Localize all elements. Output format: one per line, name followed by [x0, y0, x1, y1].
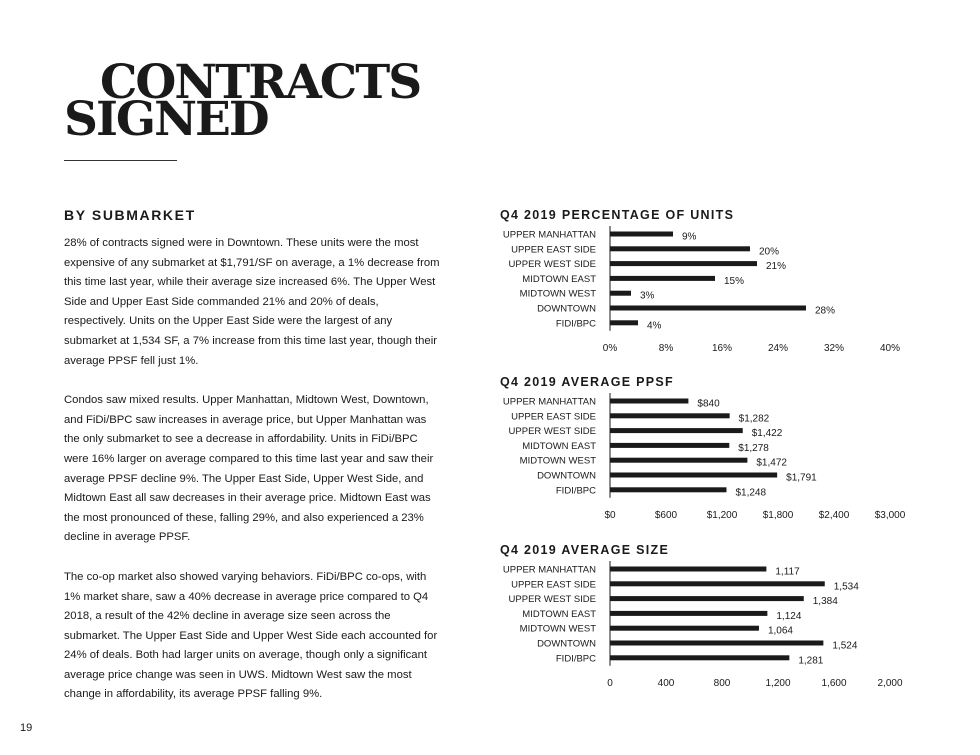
bar — [610, 399, 688, 404]
category-label: UPPER EAST SIDE — [511, 579, 596, 591]
category-label: DOWNTOWN — [537, 638, 596, 650]
x-tick-label: 32% — [823, 343, 845, 354]
category-label: UPPER MANHATTAN — [502, 396, 596, 408]
bar — [610, 473, 777, 478]
data-label: 1,384 — [812, 596, 838, 608]
x-tick-label: $1,800 — [762, 510, 794, 521]
data-label: 1,281 — [798, 655, 824, 667]
category-label: FIDI/BPC — [555, 485, 596, 497]
x-tick-label: 0% — [602, 343, 618, 354]
section-heading: BY SUBMARKET — [64, 207, 196, 223]
chart-svg-percentage-of-units — [480, 200, 920, 360]
x-tick-label: 0 — [607, 678, 613, 689]
bar — [610, 641, 823, 646]
data-label: 20% — [759, 246, 780, 258]
paragraph-condos: Condos saw mixed results. Upper Manhattan, Midtown West, Downtown, and FiDi/BPC saw increases in average price, but Upper Manhattan was the only submarket to see a decrease in affordability. Units in FiDi/BPC were 16% larger on average compared to this time last year and saw their average PPSF decline 9%. The Upper East Side, Upper West Side, and Midtown East all saw decreases in their average price. Midtown East was the most pronounced of these, falling 29%, and also experienced a 23% decline in average PPSF. — [64, 394, 434, 544]
x-tick-label: 800 — [713, 678, 731, 689]
chart-title-average-ppsf: Q4 2019 AVERAGE PPSF — [500, 375, 674, 389]
bar — [610, 261, 757, 266]
data-label: $1,472 — [756, 457, 787, 469]
x-tick-label: $600 — [654, 510, 678, 521]
category-label: UPPER EAST SIDE — [511, 411, 596, 423]
chart-svg-average-size — [480, 535, 920, 695]
chart-title-percentage-of-units: Q4 2019 PERCENTAGE OF UNITS — [500, 208, 735, 222]
chart-percentage-of-units — [480, 200, 920, 360]
data-label: 1,117 — [775, 566, 800, 578]
data-label: 9% — [682, 231, 697, 243]
x-tick-label: $1,200 — [706, 510, 738, 521]
page-title-line-2: SIGNED — [64, 92, 268, 147]
category-label: UPPER WEST SIDE — [508, 426, 596, 438]
category-label: UPPER MANHATTAN — [502, 229, 596, 241]
data-label: $1,791 — [786, 472, 817, 484]
bar — [610, 626, 759, 631]
x-tick-label: 40% — [879, 343, 901, 354]
category-label: UPPER MANHATTAN — [502, 564, 596, 576]
chart-average-size — [480, 535, 920, 695]
paragraph-coops: The co-op market also showed varying behaviors. FiDi/BPC co-ops, with 1% market share, saw a 40% decrease in average price compared to Q4 2018, a result of the 42% decline in average size seen across the submarket. The Upper East Side and Upper West Side each accounted for 24% of deals. Both had larger units on average, though only a significant average price change was seen in UWS. Midtown West saw the most change in affordability, its average PPSF falling 9%. — [64, 570, 438, 701]
bar — [610, 611, 767, 616]
category-label: UPPER EAST SIDE — [511, 244, 596, 256]
data-label: 21% — [766, 261, 787, 273]
data-label: $840 — [697, 398, 720, 410]
bar — [610, 428, 743, 433]
bar — [610, 567, 766, 572]
bar — [610, 596, 804, 601]
category-label: MIDTOWN WEST — [519, 288, 596, 300]
category-label: MIDTOWN EAST — [522, 440, 596, 452]
category-label: MIDTOWN WEST — [519, 623, 596, 635]
bar — [610, 291, 631, 296]
x-tick-label: $3,000 — [874, 510, 906, 521]
data-label: $1,248 — [735, 487, 767, 499]
x-tick-label: 16% — [711, 343, 733, 354]
x-tick-label: 2,000 — [877, 678, 903, 689]
x-tick-label: 400 — [657, 678, 675, 689]
category-label: DOWNTOWN — [537, 470, 596, 482]
category-label: MIDTOWN WEST — [519, 455, 596, 467]
category-label: MIDTOWN EAST — [522, 273, 596, 285]
body-copy — [64, 234, 442, 725]
data-label: $1,282 — [738, 413, 770, 425]
x-tick-label: 24% — [767, 343, 789, 354]
data-label: 3% — [640, 290, 655, 302]
bar — [610, 276, 715, 281]
chart-svg-average-ppsf — [480, 367, 920, 527]
data-label: 1,064 — [767, 625, 793, 637]
bar — [610, 458, 747, 463]
bar — [610, 413, 730, 418]
data-label: $1,278 — [738, 442, 769, 454]
category-label: UPPER WEST SIDE — [508, 594, 596, 606]
bar — [610, 246, 750, 251]
data-label: $1,422 — [751, 428, 783, 440]
x-tick-label: 8% — [658, 343, 674, 354]
category-label: FIDI/BPC — [555, 653, 596, 665]
bar — [610, 581, 825, 586]
x-tick-label: $2,400 — [818, 510, 850, 521]
title-divider — [64, 160, 177, 161]
bar — [610, 487, 726, 492]
bar — [610, 320, 638, 325]
x-tick-label: 1,600 — [821, 678, 847, 689]
data-label: 1,534 — [833, 581, 859, 593]
paragraph-downtown: 28% of contracts signed were in Downtown. These units were the most expensive of any submarket at $1,791/SF on average, a 1% decrease from this time last year, while their average size increased 6%. The Upper West Side and Upper East Side commanded 21% and 20% of deals, respectively. Units on the Upper East Side were the largest of any submarket at 1,534 SF, a 7% increase from this time last year, though their average PPSF fell just 1%. — [64, 237, 440, 367]
category-label: UPPER WEST SIDE — [508, 259, 596, 271]
page-title-line-1: CONTRACTS — [100, 55, 421, 110]
data-label: 1,524 — [832, 640, 858, 652]
bar — [610, 655, 789, 660]
x-tick-label: 1,200 — [765, 678, 791, 689]
chart-average-ppsf — [480, 367, 920, 527]
category-label: FIDI/BPC — [555, 318, 596, 330]
chart-title-average-size: Q4 2019 AVERAGE SIZE — [500, 543, 670, 557]
page-number: 19 — [20, 722, 33, 734]
category-label: DOWNTOWN — [537, 303, 596, 315]
x-tick-label: $0 — [604, 510, 616, 521]
category-label: MIDTOWN EAST — [522, 608, 596, 620]
bar — [610, 306, 806, 311]
bar — [610, 232, 673, 237]
data-label: 1,124 — [776, 610, 802, 622]
bar — [610, 443, 729, 448]
data-label: 4% — [647, 320, 662, 332]
data-label: 28% — [815, 305, 836, 317]
data-label: 15% — [724, 275, 745, 287]
